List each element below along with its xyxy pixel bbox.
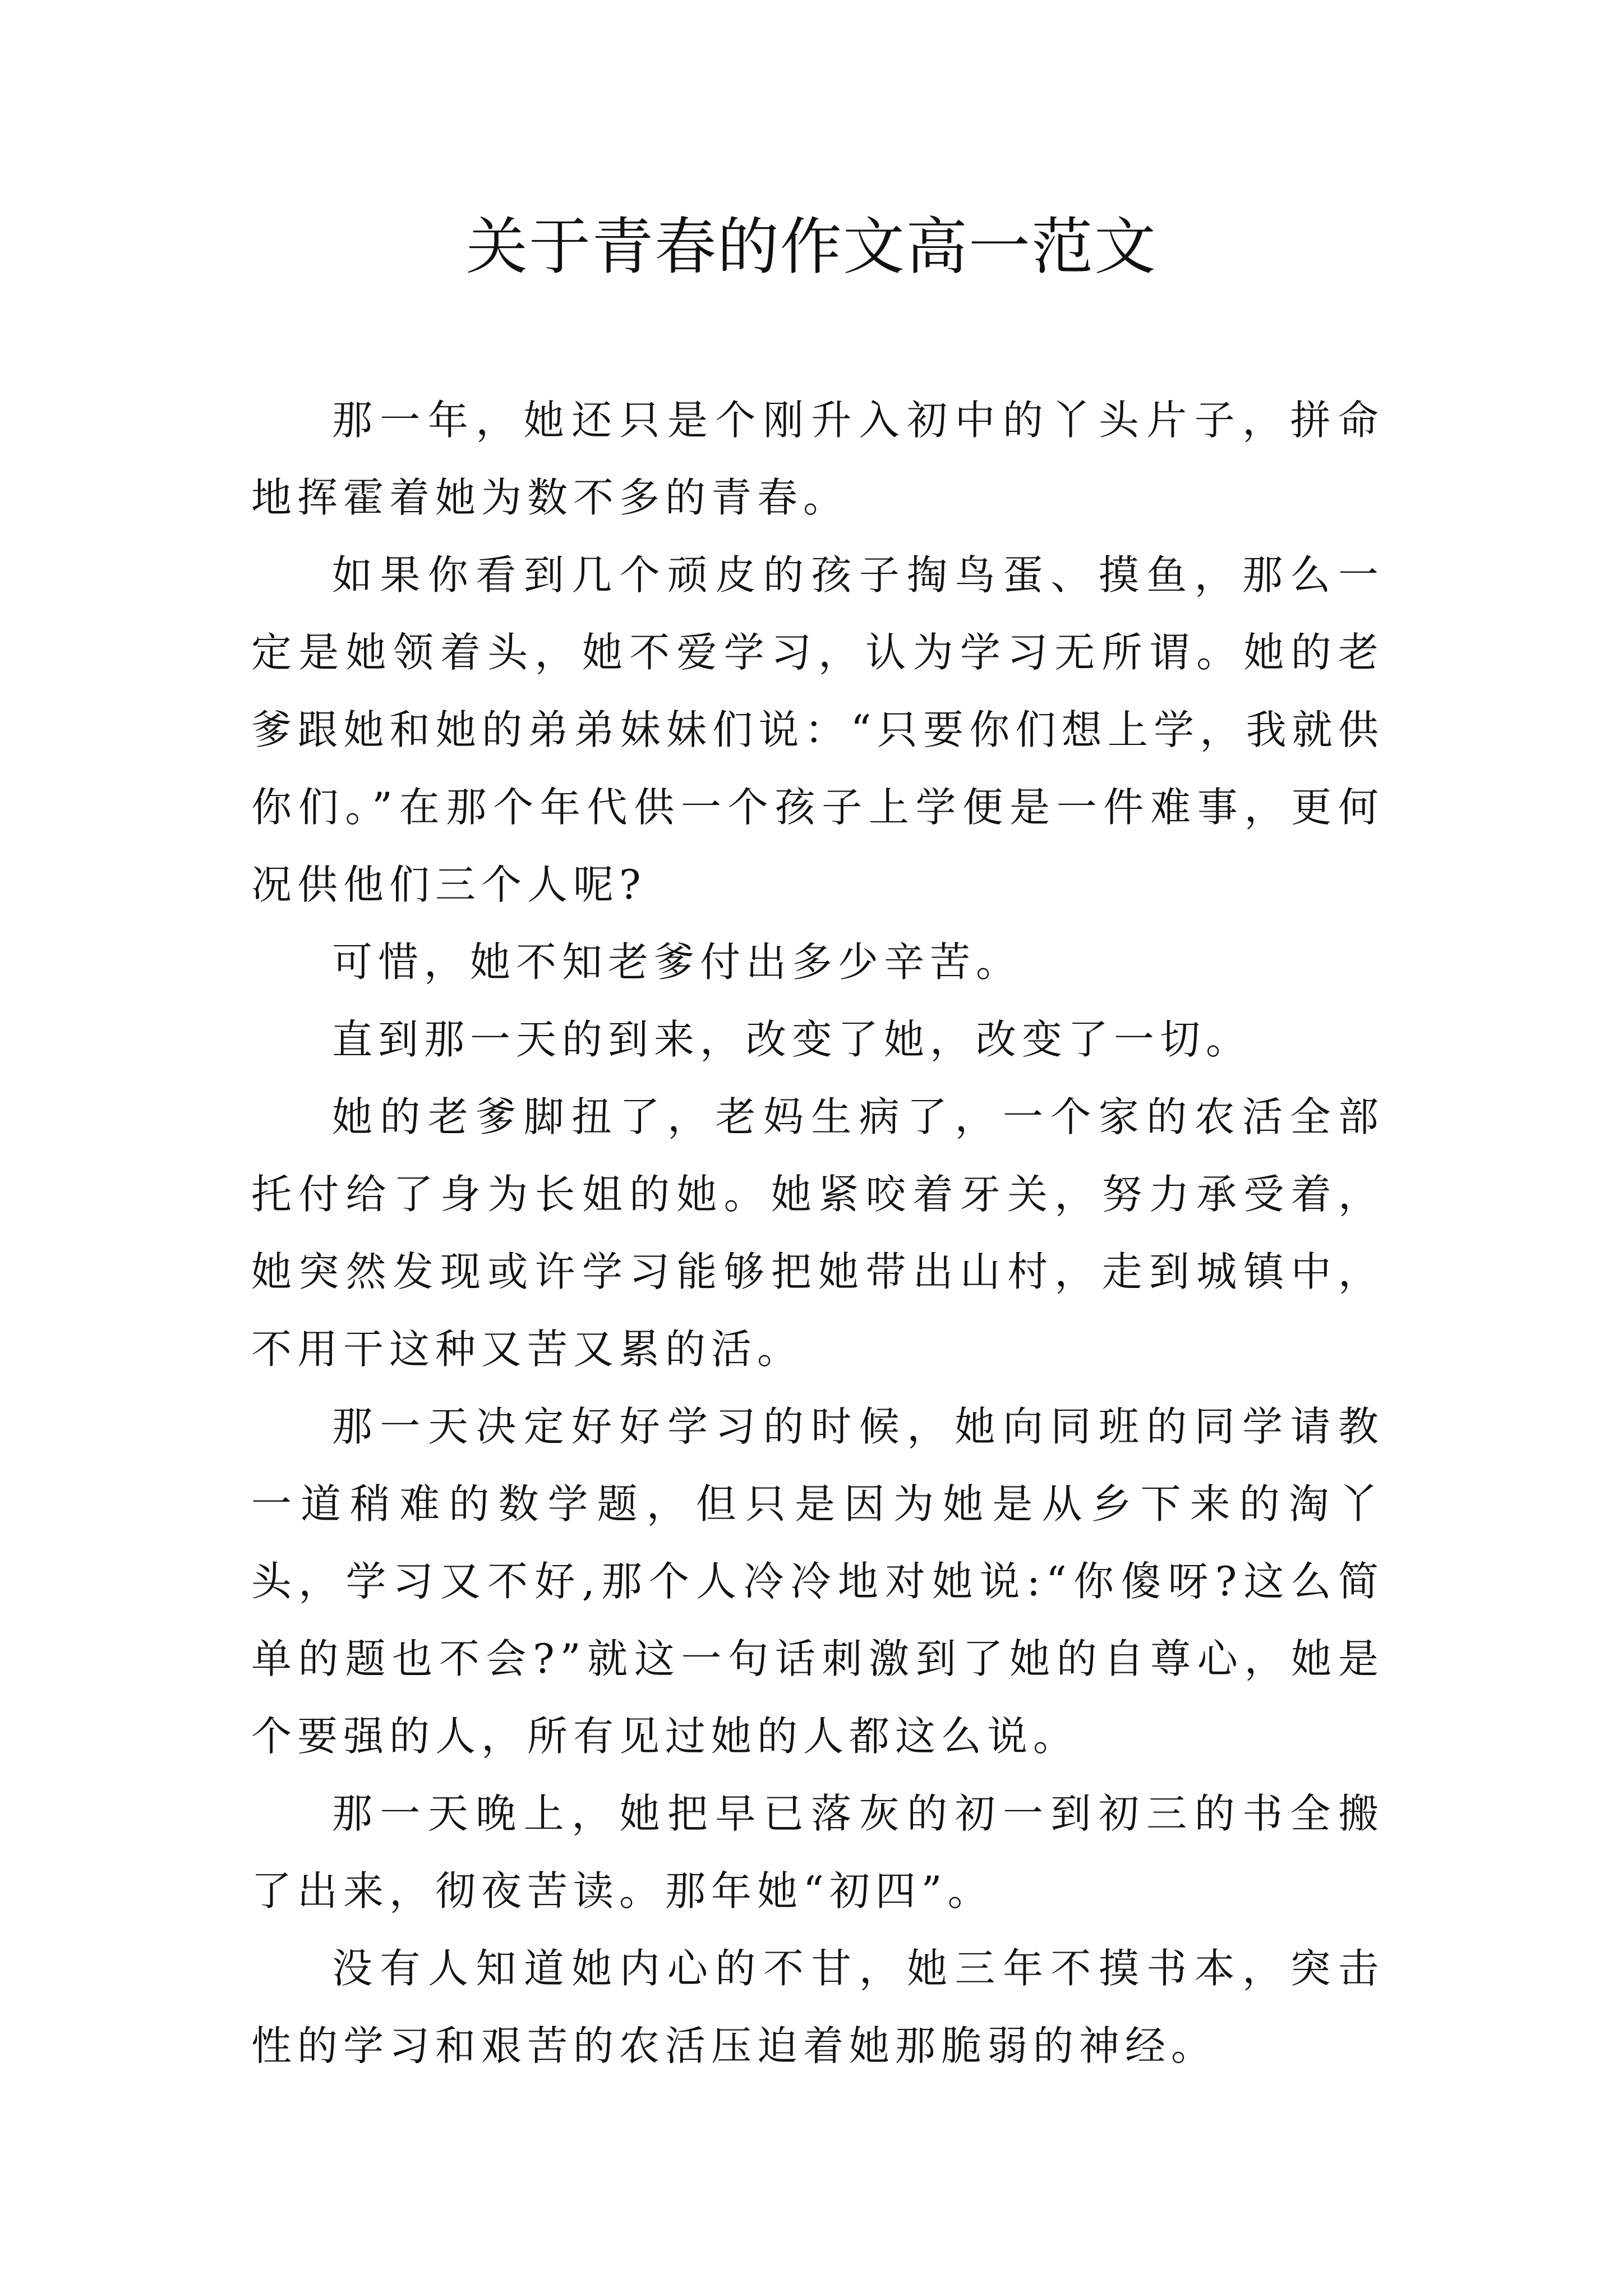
- paragraph: 她的老爹脚扭了，老妈生病了，一个家的农活全部托付给了身为长姐的她。她紧咬着牙关，努力承受着，她突然发现或许学习能够把她带出山村，走到城镇中，不用干这种又苦又累的活。: [251, 1093, 1384, 1373]
- paragraph: 没有人知道她内心的不甘，她三年不摸书本，突击性的学习和艰苦的农活压迫着她那脆弱的神经。: [251, 1945, 1384, 2069]
- paragraph: 直到那一天的到来，改变了她，改变了一切。: [332, 1016, 1252, 1063]
- paragraph: 可惜，她不知老爹付出多少辛苦。: [332, 938, 1022, 986]
- paragraph: 如果你看到几个顽皮的孩子掏鸟蛋、摸鱼，那么一定是她领着头，她不爱学习，认为学习无所谓。她的老爹跟她和她的弟弟妹妹们说：“只要你们想上学，我就供你们。”在那个年代供一个孩子上学便是一件难事，更何况供他们三个人呢?: [251, 551, 1384, 908]
- paragraph: 那一天晚上，她把早已落灰的初一到初三的书全搬了出来，彻夜苦读。那年她“初四”。: [251, 1790, 1384, 1915]
- paragraph: 那一年，她还只是个刚升入初中的丫头片子，拼命地挥霍着她为数不多的青春。: [251, 397, 1384, 521]
- document-body: [251, 381, 1384, 2085]
- paragraph: 那一天决定好好学习的时候，她向同班的同学请教一道稍难的数学题，但只是因为她是从乡下来的淘丫头，学习又不好,那个人冷冷地对她说:“你傻呀?这么简单的题也不会?”就这一句话刺激到了她的自尊心，她是个要强的人，所有见过她的人都这么说。: [251, 1403, 1384, 1760]
- document-title: 关于青春的作文高一范文: [466, 211, 1157, 283]
